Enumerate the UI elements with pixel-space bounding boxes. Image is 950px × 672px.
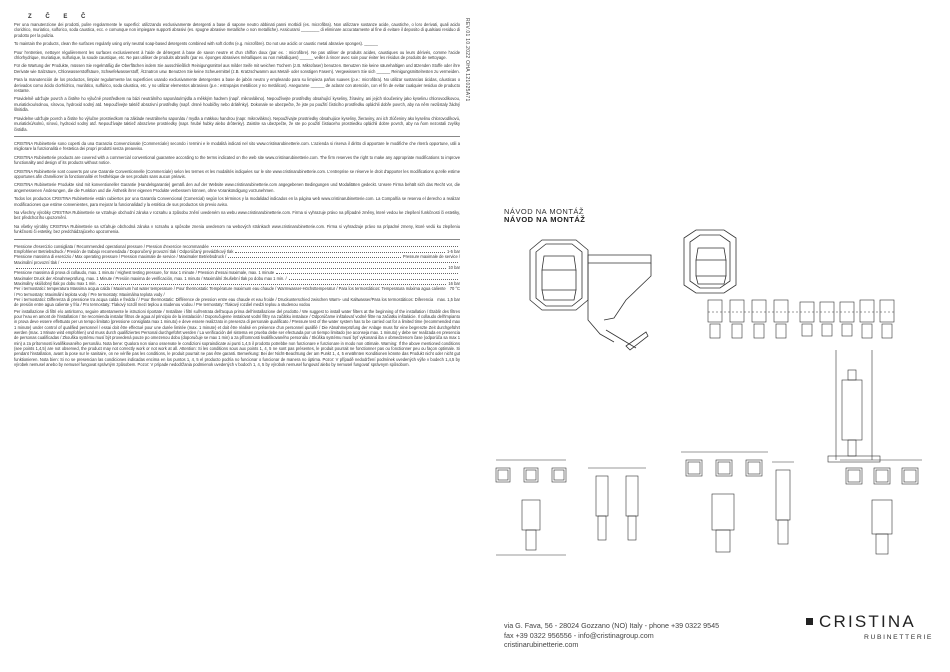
divider — [14, 239, 460, 240]
cleaning-paragraph: Pravidelne udržujte povrch a čistite ho výlučne prostriedkom na základe neutrálneho saponátu / mydla a mäkkou handrou (napr. mikrovlákno). Nepoužívajte prostriedky obsahujúce kyseliny, žieraviny, ani ich zlúčeniny ako kyselinu chlorovodíkovú, muriatickú/solnú, sírovú, hydroxid sodný atď. Nepoužívajte taktiež abrazívne prostriedky (napr. hrubé hubky alebo drôtenky). Zaistite sa ubezpečte, že ste po použití čistiaceho prostriedku opláchli dobre povrch, aby na ňom nezostali zvyšky čistidla. — [14, 115, 460, 132]
cleaning-paragraph: Pravidelně udržujte povrch a čistěte ho výlučně prostředkem na bázi neutrálního saponátu/mýdla a měkkým hadrem (např. mikrovlákno). Nepoužívejte prostředky obsahující kyseliny, žíraviny, ani jejich sloučeniny jako kyselinu chlorovodíkovou, muriatickou/solnou, sírovou, hydroxid sodný atd. Nepoužívejte taktéž abrazivní prostředky (např. drsné houbičky nebo drátěnky). Dokonale se ubezpečte, že jste po použití čisticího prostředku opláchli dobře povrch, aby na něm nezůstaly žádný šlnitidla. — [14, 96, 460, 113]
tech-drawing-4 — [772, 462, 794, 544]
contact-line: fax +39 0322 956556 - info@cristinagroup.com — [504, 630, 654, 640]
spec-label: Maximaler Druck der Abnahmeprüfung, max. 1 Minute / Presión maxima de verificación, max. 1 minuto / Maximální zkušební tlak po dobu max 1 min. / — [14, 275, 287, 281]
spec-row — [14, 286, 460, 297]
spec-label: Pressione massima di esercizio / Max operating pressure / Pression maximale de service / Maximaler Betriebsdruck / — [14, 254, 227, 260]
document-code: REV.01 10.2022 OHA 121025A71 — [464, 18, 470, 102]
faucet-left-plate — [530, 240, 588, 310]
spec-dots — [289, 276, 458, 280]
language-header: Z Č E Č — [28, 14, 92, 20]
cleaning-paragraph: Para la manutención de los productos, limpiar regularmente las superficies usando exclusivamente detergentes a base de jabón neutro y empleando para su limpieza paños suaves (p.e.: microfibra). No utilizar sustancias ácidas, cáusticas o derivados como ácido clorhídrico, muriático, sulfúrico, soda cáustica, etc. y no utilizar elementos abrasivos (p.e.: estropajos metálicos y no metálicos). Asegurarse ______ de aclarar con atención, con el fin de evitar cualquier residuo de producto restante. — [14, 77, 460, 94]
tech-drawing-3 — [681, 452, 768, 552]
spec-value: Pressure maximale de service / — [402, 254, 460, 260]
spec-dots — [99, 281, 447, 285]
wall-box-side — [828, 350, 880, 462]
specs-section — [14, 244, 460, 308]
warranty-paragraph: CRISTINA Rubinetterie sono coperti da una Garanzia Convenzionale (Commerciale) secondo i termini e le modalità indicati nel sito www.cristinarubinetterie.com. L'azienda si riserva il diritto di apportare le modifiche che riterrà opportune, utili a migliorare la funzionalità e l'estetica dei propri prodotti senza preavviso. — [14, 140, 460, 152]
warranty-paragraph: Na všetky výrobky CRISTINA Rubinetterie sa vzťahuje obchodná záruka v rozsahu a spôsobe znenia uvedenom na webových stránkach www.cristinarubinetterie.com. Firma si vyhradzuje právo na prípadné zmeny, ktoré vedú ku zlepšeniu funkčnosti či estetiky, bez predchádzajúceho upozornenia. — [14, 223, 460, 235]
right-page — [476, 0, 950, 672]
brand-name: CRISTINA — [819, 612, 916, 631]
cleaning-section — [14, 22, 460, 132]
spec-dots — [16, 265, 446, 269]
spec-dots — [228, 254, 401, 258]
cleaning-paragraph: Pour l'entretien, nettoyer régulièrement les surfaces exclusivement à l'aide de détergent à base de savon neutre et d'un chiffon doux (par ex. : microfibre). Ne pas utiliser de produits acides, caustiques ou leurs dérivés, comme l'acide chlorhydrique, muriatique, sulfurique, la soude caustique, etc. Ne pas utiliser de produits abrasifs (par ex. éponges abrasives métalliques ou non métalliques) ______ veiller à rincer avec soin pour éviter les résidus de produits de nettoyage. — [14, 49, 460, 61]
warranty-section — [14, 141, 460, 235]
contact-line: via G. Fava, 56 - 28024 Gozzano (NO) Italy - phone +39 0322 9545 — [504, 621, 720, 630]
spec-dots — [235, 249, 445, 253]
spec-value: max. 1,5 bar — [437, 297, 460, 303]
install-title-bold: NÁVOD NA MONTÁŽ — [504, 215, 586, 224]
spec-label: Maximální provozní tlak / — [14, 259, 60, 265]
spec-value: 10 bar — [448, 264, 460, 270]
spec-dots — [276, 270, 458, 274]
divider — [14, 136, 460, 137]
spec-label: Pressione massima di prova di collaudo, max. 1 minuto / Highest testing pressure, for max 1 minute / Pression d'essai maximale, max. 1 minute — [14, 270, 275, 276]
spec-dots — [211, 244, 458, 248]
faucet-drawings — [476, 0, 950, 672]
cleaning-paragraph: Für die Wartung der Produkte, müssen Sie regelmäßig die Oberflächen indem Sie ausschließlich Reinigungsmittel aus milder Seife mit weichen Tüchern (z.B. Mikrofaser) benutzen. Benutzen Sie keine säurehaltigen und ätzenden Stoffe oder ihre Derivate wie Salzsäure, Chlorwasserstoffsäure, Schwefelwasserstoff, Ätznatron usw. Benutzen Sie keine Scheuermittel (z.B. Kratzschwamm aus Metall- oder sonstigen Fasern). Vergewissern Sie sich ______ Reinigungsmittelresten zu vermeiden. — [14, 63, 460, 74]
install-title: NÁVOD NA MONTÁŽ — [504, 207, 585, 216]
spec-value: 1-5 bar — [447, 248, 460, 254]
spec-label: Empfohlener Betriebsdruck / Presión de trabajo recomendada / Doporučený provozní tlak / Odporúčaný prevádzkový tlak — [14, 248, 234, 254]
spec-row — [14, 297, 460, 308]
tech-drawing-5 — [840, 460, 922, 554]
cleaning-paragraph: To maintain the products, clean the surfaces regularly using only neutral soap-based detergents combined with soft cloths (e.g. microfibre). Do not use acidic or caustic metal abrasive sponges). ______ — [14, 41, 378, 47]
spec-label: Per i termostatici: Differenza di pressione tra acqua calda e fredda / / Pour thermostatic: Différence de pression entre eau chaude et eau froide / Druckunterschied zwischen Warm- und Kaltwasser/Para los termostáticos: Diferencia de presión entre agua caliente y fría / Pro termostaty: Tlakový rozdíl mezi teplou a studenou vodou / Pre termostaty: Tlakový rozdiel medzi teplou a studenou vodou — [14, 297, 434, 308]
brand-logo — [806, 612, 916, 632]
spec-label: Maximálny skúšobný tlak po dobu max 1 min. — [14, 281, 97, 286]
contact-line: cristinarubinetterie.com — [504, 640, 579, 649]
faucet-spout — [588, 255, 651, 350]
warranty-paragraph: CRISTINA Rubinetterie sont couverts par une Garantie Conventionnelle (Commerciale) selon les termes et les modalités indiquées sur le site www.cristinarubinetterie.com. L'entreprise se réserve le droit d'apporter les modifications qu'elle estime opportunes afin d'améliorer la fonctionnalité et l'esthétique de ses produits sans aucun préavis. — [14, 168, 460, 179]
spec-dots — [61, 260, 458, 264]
spec-value: 70 °C — [449, 286, 460, 292]
warranty-paragraph: CRISTINA Rubinetterie products are covered with a commercial conventional guarantee according to the terms indicated on the web site www.cristinarubinetterie.com. The firm reserves the right to make any appropriate modifications to improve functionality and design of its products without notice. — [14, 154, 460, 166]
cleaning-paragraph: Per una manutenzione dei prodotti, pulire regolarmente le superfici: utilizzando esclusivamente detergenti a base di sapone neutro abbinati panni morbidi (es. microfibra). Non utilizzare sostanze acide, caustiche, o loro derivati, quali acido cloridrico, muriatico, solforico, soda caustica, ecc. e comunque non impiegare supporti abrasivi (es. spugne abrasive metalliche o non metalliche). Assicurarsi ________ di eliminare accuratamente al fine di evitare il deposito di qualsiasi residuo di prodotto per la pulizia. — [14, 22, 460, 38]
spec-value: 16 bar — [448, 281, 460, 286]
spec-label: Pressione d'esercizio consigliata / Recommended operational pressure / Pression d'exercice recommandée — [14, 243, 209, 249]
warranty-paragraph: CRISTINA Rubinetterie Produkte sind mit konventioneller Garantie (Handelsgarantie) gemäß den auf der Website www.cristinarubinetterie.com angegebenen Bedingungen und Modalitäten gedeckt. Unsere Firma behält sich das Recht vor, die angemessenen Änderungen, die die Funktion und die Ästhetik ihrer eigenen Produkte verbessern können, ohne Vorankündigung vorzunehmen. — [14, 182, 460, 193]
warranty-paragraph: Todos los productos CRISTINA Rubinetterie están cubiertos por una Garantía Convencional (Comercial) según los términos y la modalidad indicados en la página web www.cristinarubinetterie.com. La Compañía se reserva el derecho a realizar modificaciones que estime convenientes, para mejorar la funcionalidad y la estética de sus productos sin previo aviso. — [14, 196, 460, 207]
left-page — [14, 14, 460, 368]
logo-square-icon — [806, 618, 813, 625]
warranty-paragraph: Na všechny výrobky CRISTINA Rubinetterie se vztahuje obchodní záruka v rozsahu a způsobu znění uvedeném na webu www.cristinarubinetterie.com. Firma si vyhrazuje právo na případné změny, které vedou ke zlepšení funkčnosti či estetiky, bez předchozího upozornění. — [14, 209, 460, 221]
faucet-right-plate — [684, 230, 736, 293]
contact-info — [504, 621, 719, 650]
tech-drawing-2 — [588, 468, 646, 540]
install-text: Per installazione di filtri e/o antiritorno, seguire attentamente le istruzioni riportate / Installare i filtri sull'entrata dell'acqua prima dell'installazione del prodotto / We suggest to install water filters at the beginning of the installation / Établir des filtres pour l'eau en amont de l'installation / Se recomienda instalar filtros de agua al principio de la instalación / Doporučujeme instalovat vodní filtry na začátku instalace / Odporúčame inštalovať vodné filtre na začiatku inštalácie. Il collaudo dell'impianto in prova deve essere effettuato per un tempo limitato (pressione consigliata max 1 minuto) e deve essere realizzato in presenza di personale qualificato / Pressure test of the water system has to be carried out for a limited time (recommended max 1 minute) under control of qualified personnel / essai doit être effectué pour une durée limitée (max. 1 minute) et doit être réalisé en présence d'un personnel qualifié / Die Abnahmeprüfung der Anlage muss für eine begrenzte Zeit durchgeführt werden (max. 1 Minute wird empfohlen) und muss durch qualifiziertes Personal durchgeführt werden / La verificación del sistema en prueba debe ser efectuada por un tiempo limitado (se aconseja max. 1 minuto) y debe ser realizada en presencia de personas cualificadas / Zkouška systému musí být provedená pouze po omezenou dobu (doporučuje se max 1 min) a za přítomnosti kvalifikovaného personálu / Skúška systému musí byť vykonaná iba v obmedzenom čase (odporúča sa max 1 min) a za prítomnosti kvalifikovaného personálu. Nota bene: Qualora non siano osservate le condizioni sopraindicate ai punti 1,4,5 il prodotto potrebbe non funzionare e funzionare in modo non ottimale. Warning: If the above mentioned conditions (see points 1,4,5) are not observed, the product may not correctly work or not work at all. Attention: Si les conditions sous aux points 1, 4, 5 ne sont pas présentes, le produit pourrait ne fonctionner pas ou fonctionner peu ou façon optimale. Si pendant l'installation, avant la pose sur le sanitaire, on ne vérifie pas les conditions, le produit pourrait ne pas être garanti. Bemerkung: Bei der Nicht-Beachtung der am Punkt 1, 4, 5 erwähnten Konditionen könnte das Produkt nicht oder nicht gut funktionieren. Nota bien: Si no se presencian las condiciones indicadas encima en los puntos 1, 4, 5 el producto podría no funcionar o funcionar de manera no óptima. Pozor: V případě nedodržení podmínek uvedených výše v bodech 1,4,5 by výrobek nemusel anebo by nemusel fungovat správným způsobem. Pozor: V prípade nedodržania podmienok uvedených v bodoch 1, 4, 5 by výrobok nemusel fungovať alebo by nemusel fungovať správnym spôsobom. — [14, 308, 460, 368]
brand-subtitle: RUBINETTERIE — [864, 634, 934, 641]
tech-drawing-1 — [496, 460, 566, 555]
spec-label: Per i termostatici: temperatura Massima acqua calda / Maximum hot water temperature / Pour thermostatic Température maximum eau chaude / Warmwasser-Höchsttemperatur / Para los termostáticos: Temperatura máxima agua caliente / Pro termostaty: Maximální teplota vody / Pre termostaty: Maximálna teplota vody / — [14, 286, 446, 297]
exploded-parts — [708, 300, 896, 338]
